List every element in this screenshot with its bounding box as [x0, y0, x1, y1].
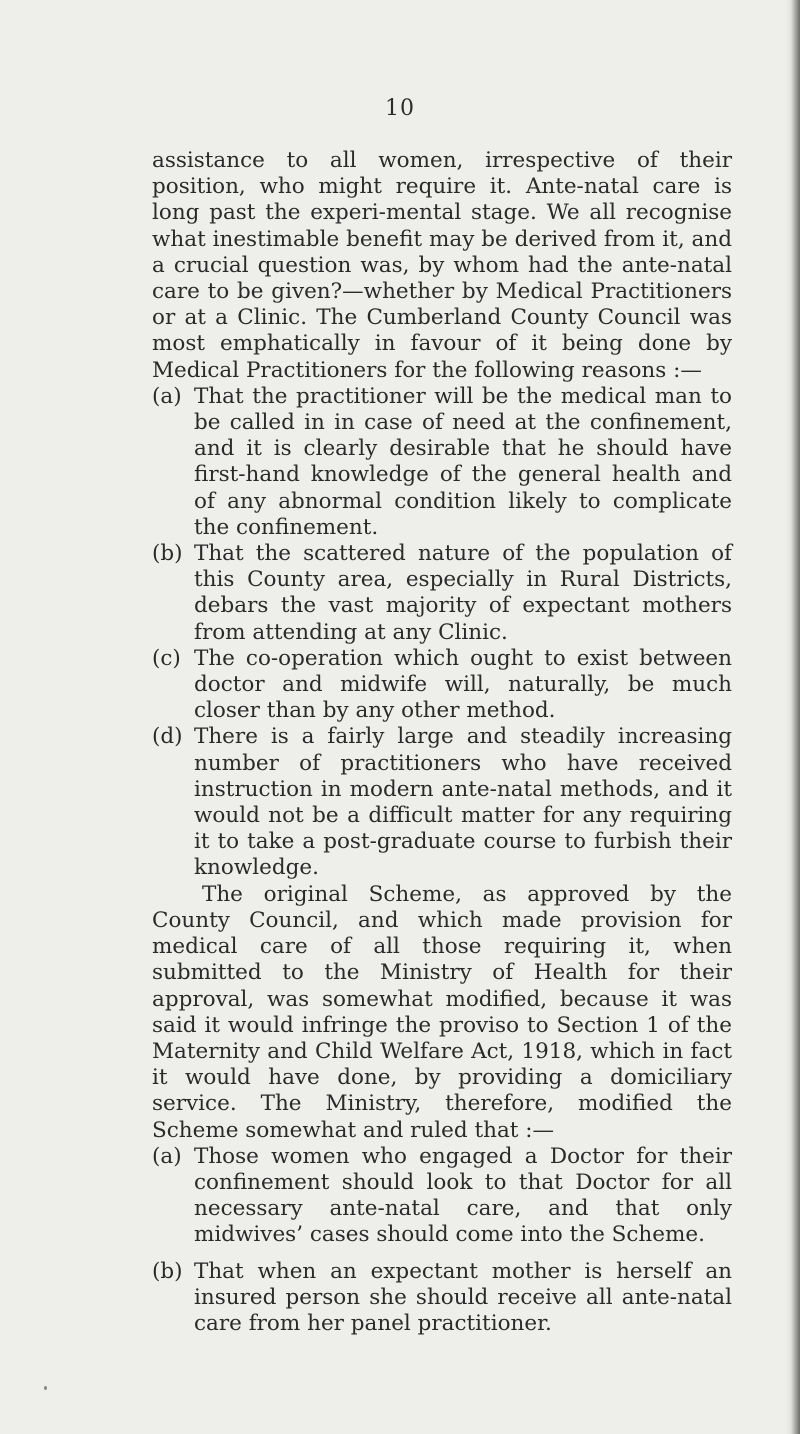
intro-paragraph: assistance to all women, irrespective of their position, who might require it. Ante-natal care is long past the experi-mental stage. We all recognise what inestimable benefit may be derived from it, and a crucial question was, by whom had the ante-natal care to be given?—whether by Medical Practitioners or at a Clinic. The Cumberland County Council was most emphatically in favour of it being done by Medical Practitioners for the following reasons :—	[152, 148, 732, 383]
reason-text: That the scattered nature of the population of this County area, especially in Rural Districts, debars the vast majority of expectant mothers from attending at any Clinic.	[194, 541, 732, 645]
reason-text: That the practitioner will be the medical man to be called in in case of need at the confinement, and it is clearly desirable that he should have first-hand knowledge of the general health and of any abnormal condition likely to complicate the confinement.	[194, 383, 732, 540]
list-marker: (b)	[152, 541, 183, 567]
list-marker: (d)	[152, 724, 183, 750]
reason-item-c	[152, 646, 732, 725]
list-marker: (a)	[152, 1143, 182, 1169]
paper-speck	[44, 1386, 47, 1390]
ruling-text: That when an expectant mother is herself an insured person she should receive all ante-natal care from her panel practitioner.	[194, 1258, 732, 1336]
reason-text: There is a fairly large and steadily increasing number of practitioners who have received instruction in modern ante-natal methods, and it would not be a difficult matter for any requiring it to take a post-graduate course to furbish their knowledge.	[194, 724, 732, 881]
list-marker: (a)	[152, 383, 182, 409]
list-marker: (c)	[152, 645, 181, 671]
list-marker: (b)	[152, 1258, 183, 1284]
reasons-list	[152, 384, 732, 882]
reason-text: The co-operation which ought to exist between doctor and midwife will, naturally, be much closer than by any other method.	[194, 645, 732, 724]
ruling-item-a	[152, 1144, 732, 1249]
page-number: 10	[385, 96, 415, 121]
reason-item-a	[152, 384, 732, 541]
reason-item-b	[152, 541, 732, 646]
ruling-item-b	[152, 1259, 732, 1338]
reason-item-d	[152, 724, 732, 881]
rulings-list	[152, 1144, 732, 1337]
body-text	[152, 148, 732, 1337]
page-edge-shadow	[786, 0, 800, 1434]
ruling-text: Those women who engaged a Doctor for their confinement should look to that Doctor for all necessary ante-natal care, and that only midwives’ cases should come into the Scheme.	[194, 1143, 732, 1248]
scheme-paragraph: The original Scheme, as approved by the County Council, and which made provision for medical care of all those requiring it, when submitted to the Ministry of Health for their approval, was somewhat modified, because it was said it would infringe the proviso to Section 1 of the Maternity and Child Welfare Act, 1918, which in fact it would have done, by providing a domiciliary service. The Ministry, therefore, modified the Scheme somewhat and ruled that :—	[152, 881, 732, 1143]
